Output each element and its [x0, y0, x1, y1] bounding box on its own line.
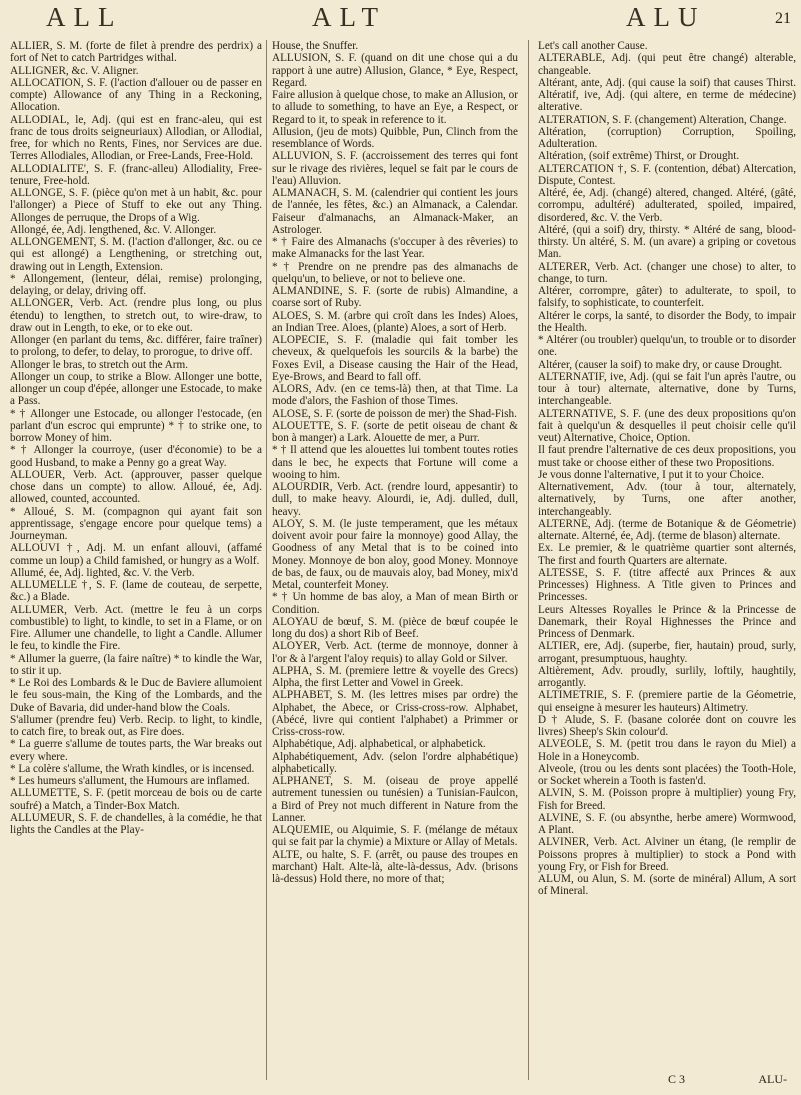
dictionary-entry: ALPHA, S. M. (premiere lettre & voyelle des Grecs) Alpha, the first Letter and Vowel in Greek.: [272, 664, 518, 689]
dictionary-entry: ALLONGE, S. F. (pièce qu'on met à un habit, &c. pour l'allonger) a Piece of Stuff to eke out any Thing. Allonges de perruque, the Drops of a Wig.: [10, 187, 262, 224]
dictionary-entry: ALTIER, ere, Adj. (superbe, fier, hautain) proud, surly, arrogant, presumptuous, haughty.: [538, 640, 796, 665]
dictionary-entry: ALPHABET, S. M. (les lettres mises par ordre) the Alphabet, the Abece, or Criss-cross-row. Alphabet, (Abécé, livre qui contient l'alphabet) a Primmer or Criss-cross-row.: [272, 689, 518, 738]
dictionary-entry: Altéré, ée, Adj. (changé) altered, changed. Altéré, (gâté, corrompu, adultéré) adulterated, spoiled, impaired, disordered, &c. V. the Verb.: [538, 187, 796, 224]
catch-word: ALU-: [758, 1072, 787, 1086]
dictionary-entry: Altièrement, Adv. proudly, surlily, loftily, haughtily, arrogantly.: [538, 664, 796, 689]
dictionary-entry: ALVIN, S. M. (Poisson propre à multiplier) young Fry, Fish for Breed.: [538, 787, 796, 812]
dictionary-entry: * † Allonger une Estocade, ou allonger l'estocade, (en parlant d'un escroc qui emprunte) * † to strike one, to borrow Money of him.: [10, 407, 262, 444]
dictionary-entry: * La colère s'allume, the Wrath kindles, or is incensed.: [10, 762, 255, 775]
dictionary-entry: ALLUMEUR, S. F. de chandelles, à la comédie, he that lights the Candles at the Play-: [10, 811, 262, 836]
signature-mark: C 3: [668, 1072, 686, 1086]
dictionary-entry: ALLONGEMENT, S. M. (l'action d'allonger, &c. ou ce qui est allongé) a Lengthening, or stretching out, drawing out in Length, Extension.: [10, 236, 262, 273]
dictionary-entry: ALTERATION, S. F. (changement) Alteration, Change.: [538, 113, 787, 126]
dictionary-entry: ALLIER, S. M. (forte de filet à prendre des perdrix) a fort of Net to catch Partridges withal.: [10, 40, 262, 65]
dictionary-entry: * † Un homme de bas aloy, a Man of mean Birth or Condition.: [272, 591, 518, 616]
dictionary-entry: ALOYER, Verb. Act. (terme de monnoye, donner à l'or & à l'argent l'aloy requis) to allay Gold or Silver.: [272, 640, 518, 665]
dictionary-entry: * † Allonger la courroye, (user d'économie) to be a good Husband, to make a Penny go a great Way.: [10, 444, 262, 469]
dictionary-entry: ALTERER, Verb. Act. (changer une chose) to alter, to change, to turn.: [538, 260, 796, 285]
column-3: [538, 40, 796, 898]
dictionary-entry: Altération, (corruption) Corruption, Spoiling, Adulteration.: [538, 125, 796, 150]
dictionary-entry: ALMANACH, S. M. (calendrier qui contient les jours de l'année, les fêtes, &c.) an Almanack, a Calendar. Faiseur d'almanachs, an Almanack-Maker, an Astrologer.: [272, 187, 518, 236]
dictionary-entry: Alternativement, Adv. (tour à tour, alternately, alternatively, by Turns, one after another, interchangeably.: [538, 481, 796, 518]
dictionary-entry: ALOPECIE, S. F. (maladie qui fait tomber les cheveux, & quelquefois les sourcils & la barbe) the Foxes Evil, a Disease causing the Hair of the Head, Eye-Brows, and Beard to fall off.: [272, 334, 518, 383]
dictionary-entry: S'allumer (prendre feu) Verb. Recip. to light, to kindle, to catch fire, to break out, as Fire does.: [10, 713, 262, 738]
dictionary-entry: Allongé, ée, Adj. lengthened, &c. V. Allonger.: [10, 223, 217, 236]
dictionary-entry: Alphabétiquement, Adv. (selon l'ordre alphabétique) alphabetically.: [272, 750, 518, 775]
dictionary-entry: D † Alude, S. F. (basane colorée dont on couvre les livres) Sheep's Skin colour'd.: [538, 713, 796, 738]
dictionary-entry: Faire allusion à quelque chose, to make an Allusion, or to allude to something, to have an Eye, a Respect, or Regard to it, to speak in reference to it.: [272, 89, 518, 126]
running-head-right: ALU: [626, 2, 706, 32]
dictionary-entry: Allusion, (jeu de mots) Quibble, Pun, Clinch from the resemblance of Words.: [272, 125, 518, 150]
page-number: 21: [775, 10, 791, 27]
dictionary-entry: * Le Roi des Lombards & le Duc de Baviere allumoient le feu sous-main, the King of the Lombards, and the Duke of Bavaria, did under-hand blow the Coals.: [10, 677, 262, 714]
dictionary-entry: Je vous donne l'alternative, I put it to your Choice.: [538, 468, 765, 481]
dictionary-entry: ALQUEMIE, ou Alquimie, S. F. (mélange de métaux qui se fait par la chymie) a Mixture or Allay of Metals.: [272, 824, 518, 849]
dictionary-entry: ALLONGER, Verb. Act. (rendre plus long, ou plus étendu) to lengthen, to stretch out, to wire-draw, to draw out in Length, to eke, or to eke out.: [10, 297, 262, 334]
dictionary-entry: Allonger le bras, to stretch out the Arm.: [10, 358, 189, 371]
dictionary-entry: Allumé, ée, Adj. lighted, &c. V. the Verb.: [10, 566, 195, 579]
dictionary-entry: Let's call another Cause.: [538, 40, 648, 52]
dictionary-entry: ALTERNATIF, ive, Adj. (qui se fait l'un après l'autre, ou tour à tour) alternate, alternative, done by Turns, interchangeable.: [538, 370, 796, 408]
dictionary-entry: ALLODIAL, le, Adj. (qui est en franc-aleu, qui est franc de tous droits seigneuriaux) Allodian, or Allodial, free, for which no Rents, Fines, nor Services are due. Terres Allodiales, Allodian, or Free-Lands, Free-Hold.: [10, 113, 262, 163]
dictionary-entry: ALLODIALITE', S. F. (franc-alleu) Allodiality, Free-tenure, Free-hold.: [10, 162, 262, 187]
dictionary-entry: Il faut prendre l'alternative de ces deux propositions, you must take or choose either of these two Propositions.: [538, 444, 796, 469]
dictionary-entry: * La guerre s'allume de toutes parts, the War breaks out every where.: [10, 738, 262, 763]
dictionary-entry: ALVINE, S. F. (ou absynthe, herbe amere) Wormwood, A Plant.: [538, 811, 796, 836]
dictionary-entry: ALORS, Adv. (en ce tems-là) then, at that Time. La mode d'alors, the Fashion of those Times.: [272, 383, 518, 408]
dictionary-entry: ALTESSE, S. F. (titre affecté aux Princes & aux Princesses) Highness. A Title given to Princes and Princesses.: [538, 566, 796, 604]
dictionary-entry: ALLUMELLE †, S. F. (lame de couteau, de serpette, &c.) a Blade.: [10, 579, 262, 604]
dictionary-entry: ALTE, ou halte, S. F. (arrêt, ou pause des troupes en marchant) Halt. Alte-là, alte-là-dessus, Adv. (brisons là-dessus) Hold there, no more of that;: [272, 848, 518, 885]
column-divider: [528, 40, 529, 1080]
dictionary-entry: ALLUVION, S. F. (accroissement des terres qui font sur le rivage des rivières, lequel se fait par le cours de l'eau) Alluvion.: [272, 150, 518, 187]
dictionary-entry: ALVINER, Verb. Act. Alviner un étang, (le remplir de Poissons propres à multiplier) to stock a Pond with young Fry, or Fish for Breed.: [538, 836, 796, 873]
dictionary-entry: Allonger un coup, to strike a Blow. Allonger une botte, allonger un coup d'épée, allonger une Estocade, to make a Pass.: [10, 370, 262, 408]
dictionary-entry: Altérer, (causer la soif) to make dry, or cause Drought.: [538, 358, 783, 371]
dictionary-entry: Altérer, corrompre, gâter) to adulterate, to spoil, to falsify, to sophisticate, to counterfeit.: [538, 285, 796, 310]
dictionary-entry: ALTERNE, Adj. (terme de Botanique & de Géometrie) alternate. Alterné, ée, Adj. (terme de blason) alternate.: [538, 517, 796, 542]
dictionary-entry: Ex. Le premier, & le quatrième quartier sont alternés, The first and fourth Quarters are alternate.: [538, 542, 796, 567]
dictionary-entry: ALTIMETRIE, S. F. (premiere partie de la Géometrie, qui enseigne à mesurer les hauteurs) Altimetry.: [538, 689, 796, 714]
dictionary-entry: House, the Snuffer.: [272, 40, 359, 52]
dictionary-entry: ALLUMETTE, S. F. (petit morceau de bois ou de carte soufré) a Match, a Tinder-Box Match.: [10, 787, 262, 812]
dictionary-entry: ALOYAU de bœuf, S. M. (pièce de bœuf coupée le long du dos) a short Rib of Beef.: [272, 615, 518, 640]
dictionary-entry: * † Faire des Almanachs (s'occuper à des rêveries) to make Almanacks for the last Year.: [272, 236, 518, 261]
dictionary-entry: ALLOUVI †, Adj. M. un enfant allouvi, (affamé comme un loup) a Child famished, or hungry as a Wolf.: [10, 542, 262, 567]
dictionary-entry: ALLIGNER, &c. V. Aligner.: [10, 64, 139, 77]
running-head-middle: ALT: [312, 2, 387, 32]
dictionary-entry: * † Prendre on ne prendre pas des almanachs de quelqu'un, to believe, or not to believe one.: [272, 260, 518, 285]
dictionary-entry: ALLUMER, Verb. Act. (mettre le feu à un corps combustible) to light, to kindle, to set in a Flame, or on Fire. Allumer une chandelle, to light a Candle. Allumer le feu, to kindle the Fire.: [10, 603, 262, 653]
column-1: [10, 40, 262, 836]
dictionary-entry: ALUM, ou Alun, S. M. (sorte de minéral) Allum, A sort of Mineral.: [538, 873, 796, 898]
dictionary-entry: ALPHANET, S. M. (oiseau de proye appellé autrement tunessien ou tunésien) a Tunisian-Faulcon, a Bird of Prey not much different in Nature from the Lanner.: [272, 775, 518, 824]
dictionary-entry: Leurs Altesses Royalles le Prince & la Princesse de Danemark, their Royal Highnesses the Prince and Princess of Denmark.: [538, 603, 796, 640]
dictionary-entry: * † Il attend que les alouettes lui tombent toutes roties dans le bec, he expects that Fortune will come a wooing to him.: [272, 444, 518, 481]
dictionary-entry: ALOUETTE, S. F. (sorte de petit oiseau de chant & bon à manger) a Lark. Alouette de mer, a Purr.: [272, 419, 518, 444]
dictionary-entry: * Allongement, (lenteur, délai, remise) prolonging, delaying, or delay, driving off.: [10, 272, 262, 297]
dictionary-entry: ALOURDIR, Verb. Act. (rendre lourd, appesantir) to dull, to make heavy. Alourdi, ie, Adj. dulled, dull, heavy.: [272, 481, 518, 518]
dictionary-entry: ALLOUER, Verb. Act. (approuver, passer quelque chose dans un compte) to allow. Alloué, ée, Adj. allowed, counted, accounted.: [10, 468, 262, 506]
dictionary-entry: ALOES, S. M. (arbre qui croît dans les Indes) Aloes, an Indian Tree. Aloes, (plante) Aloes, a sort of Herb.: [272, 309, 518, 334]
dictionary-entry: ALMANDINE, S. F. (sorte de rubis) Almandine, a coarse sort of Ruby.: [272, 285, 518, 310]
dictionary-entry: Altération, (soif extrême) Thirst, or Drought.: [538, 150, 740, 163]
dictionary-entry: * Allumer la guerre, (la faire naître) * to kindle the War, to stir it up.: [10, 652, 262, 677]
dictionary-entry: Altérer le corps, la santé, to disorder the Body, to impair the Health.: [538, 309, 796, 334]
dictionary-entry: Altérant, ante, Adj. (qui cause la soif) that causes Thirst. Altératif, ive, Adj. (qui altere, en terme de médecine) alterative.: [538, 76, 796, 114]
dictionary-entry: * Les humeurs s'allument, the Humours are inflamed.: [10, 775, 250, 787]
dictionary-entry: Allonger (en parlant du tems, &c. différer, faire traîner) to prolong, to defer, to delay, to prorogue, to drive off.: [10, 334, 262, 359]
column-2: [272, 40, 518, 885]
dictionary-entry: Alphabétique, Adj. alphabetical, or alphabetick.: [272, 738, 486, 751]
dictionary-entry: ALVEOLE, S. M. (petit trou dans le rayon du Miel) a Hole in a Honeycomb.: [538, 738, 796, 763]
dictionary-entry: ALLOCATION, S. F. (l'action d'allouer ou de passer en compte) Allowance of any Thing in a Reckoning, Allocation.: [10, 76, 262, 114]
dictionary-entry: ALTERNATIVE, S. F. (une des deux propositions qu'on fait à quelqu'un & desquelles il peut choisir celle qu'il veut) Alternative, Choice, Option.: [538, 407, 796, 444]
dictionary-entry: ALTERCATION †, S. F. (contention, débat) Altercation, Dispute, Contest.: [538, 162, 796, 187]
dictionary-entry: ALOSE, S. F. (sorte de poisson de mer) the Shad-Fish.: [272, 407, 517, 420]
dictionary-entry: ALOY, S. M. (le juste temperament, que les métaux doivent avoir pour faire la monnoye) good Allay, the Goodness of any Metal that is to be coined into Money. Monnoye de bon aloy, good Money. Monnoye de bas, de faux, ou de mauvais aloy, bad Money, mix'd Metal, counterfeit Money.: [272, 517, 518, 591]
dictionary-entry: * Alloué, S. M. (compagnon qui ayant fait son apprentissage, s'engage encore pour quelque tems) a Journeyman.: [10, 505, 262, 542]
running-head-left: ALL: [46, 2, 123, 32]
dictionary-entry: Alveole, (trou ou les dents sont placées) the Tooth-Hole, or Socket wherein a Tooth is fasten'd.: [538, 762, 796, 787]
dictionary-entry: * Altérer (ou troubler) quelqu'un, to trouble or to disorder one.: [538, 334, 796, 359]
column-divider: [266, 40, 267, 1080]
dictionary-entry: ALLUSION, S. F. (quand on dit une chose qui a du rapport à une autre) Allusion, Glance, * Eye, Respect, Regard.: [272, 52, 518, 89]
dictionary-entry: ALTERABLE, Adj. (qui peut être changé) alterable, changeable.: [538, 52, 796, 77]
dictionary-entry: Altéré, (qui a soif) dry, thirsty. * Altéré de sang, blood-thirsty. Un altéré, S. M. (un avare) a griping or covetous Man.: [538, 223, 796, 261]
